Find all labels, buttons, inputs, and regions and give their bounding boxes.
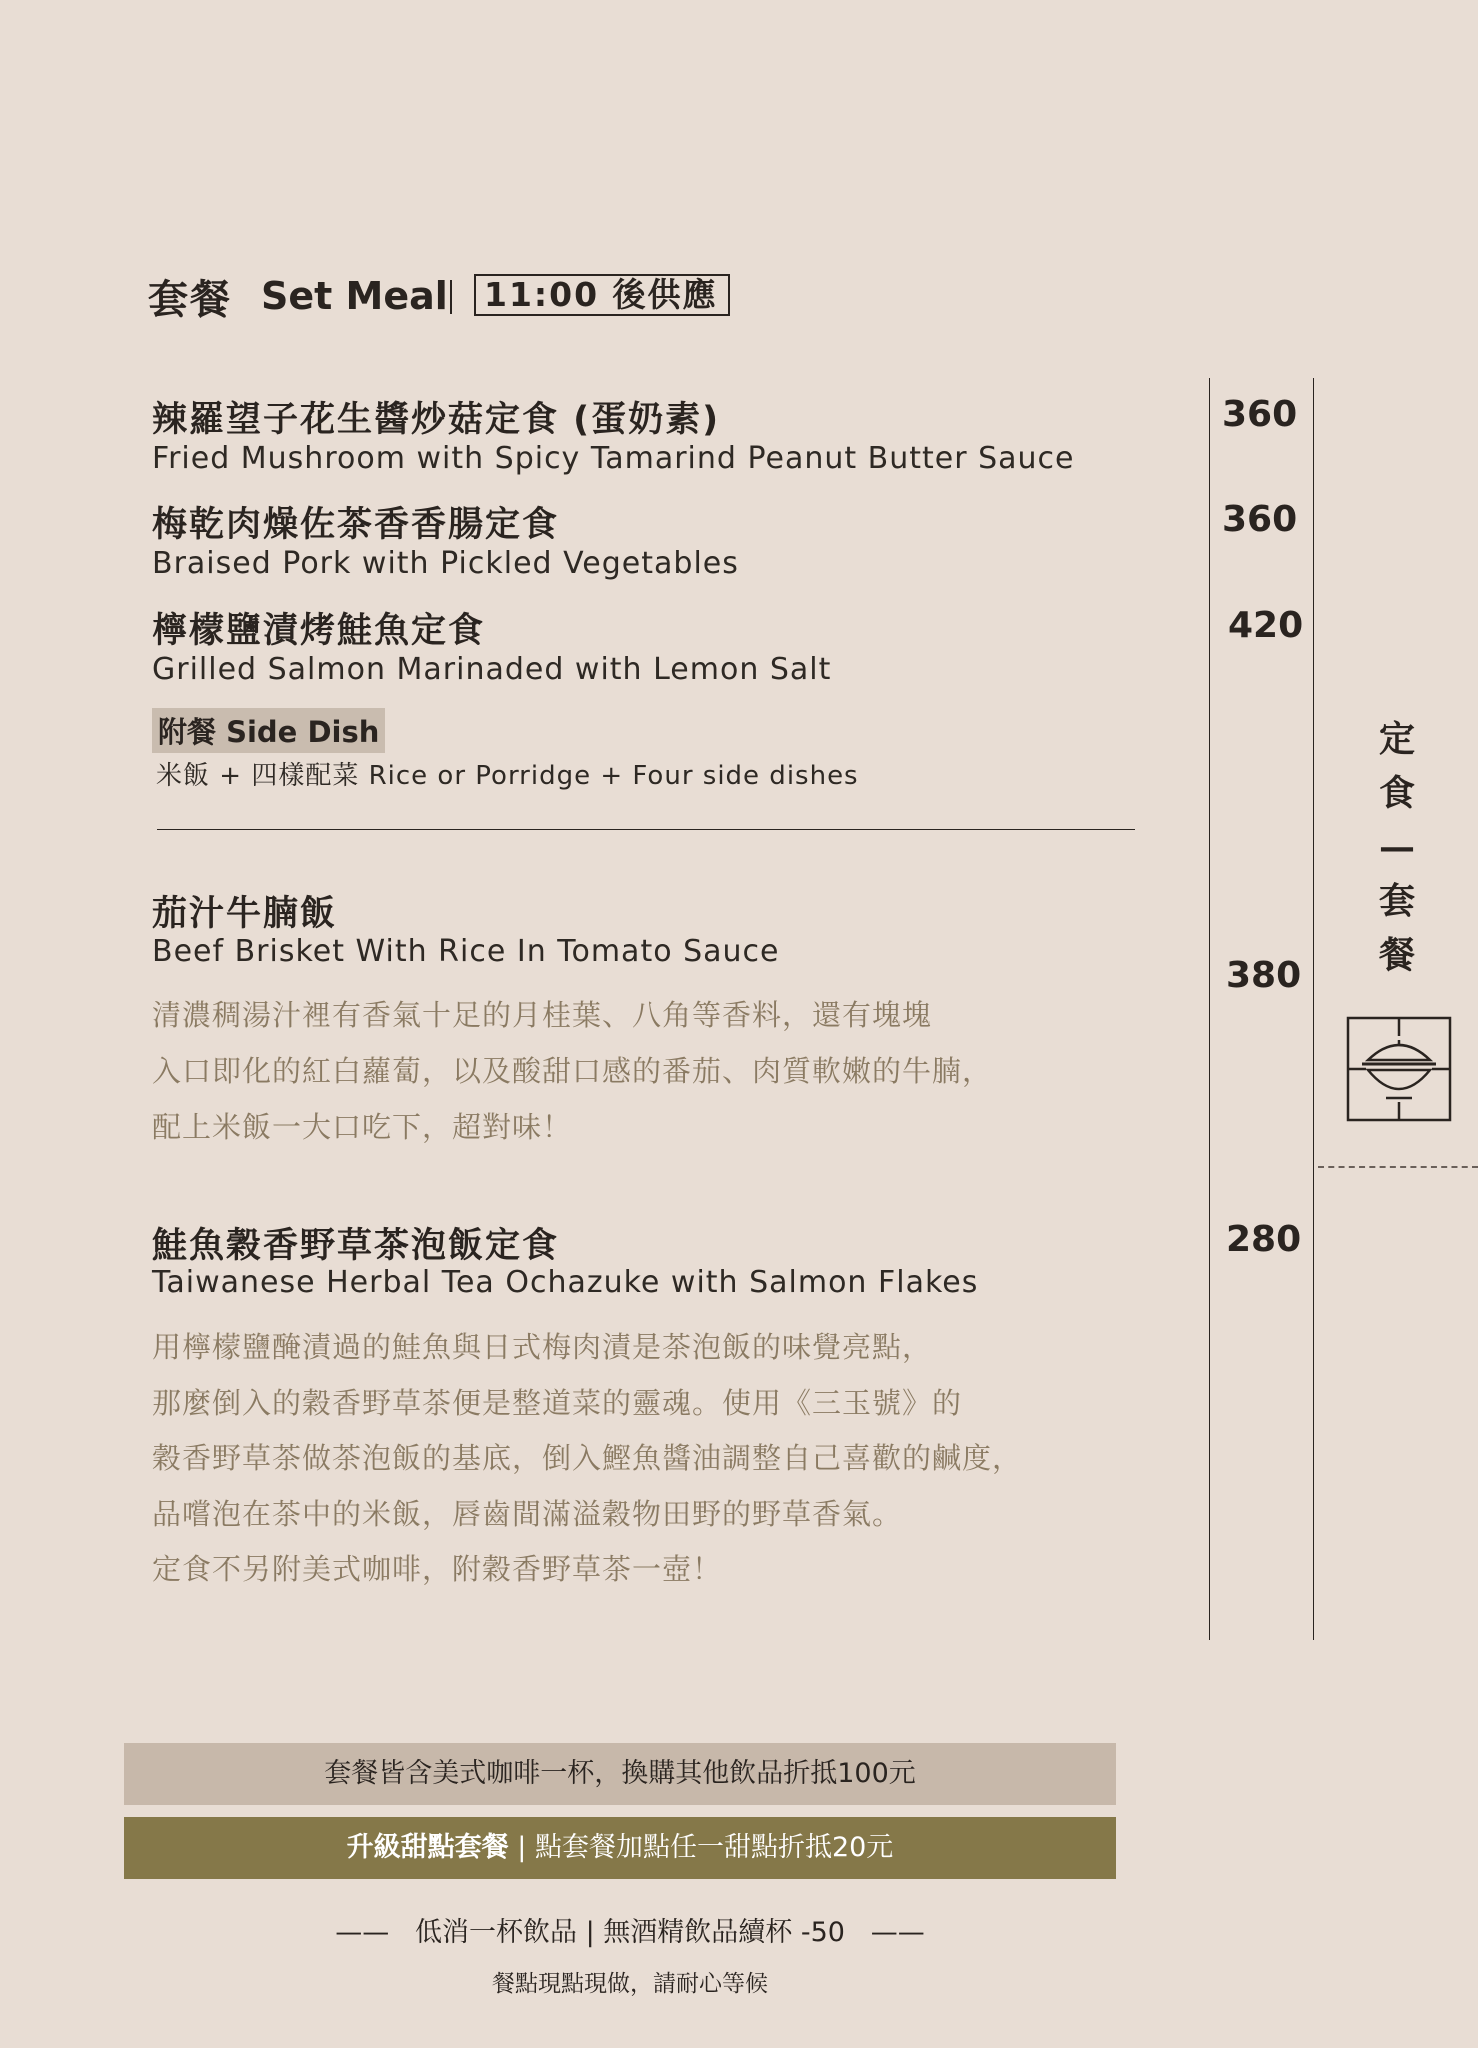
item-desc-line: 配上米飯一大口吃下，超對味！	[152, 1110, 573, 1144]
serving-hours-badge: 11:00 後供應	[474, 274, 730, 316]
side-dish-desc: 米飯 + 四樣配菜 Rice or Porridge + Four side dishes	[156, 761, 859, 791]
item-name-zh: 辣羅望子花生醬炒菇定食 (蛋奶素)	[152, 400, 721, 440]
side-tab-char: 食	[1378, 772, 1415, 814]
item-name-zh: 茄汁牛腩飯	[152, 894, 338, 934]
section-divider	[157, 829, 1135, 830]
side-tab-char: 定	[1378, 718, 1415, 760]
item-desc-line: 用檸檬鹽醃漬過的鮭魚與日式梅肉漬是茶泡飯的味覺亮點，	[152, 1330, 933, 1364]
category-side-tab	[1375, 712, 1419, 982]
refill-text: 無酒精飲品續杯 -50	[603, 1917, 845, 1948]
side-tab-char: —	[1379, 826, 1415, 868]
dessert-upgrade-title: 升級甜點套餐	[346, 1832, 509, 1863]
item-desc-line: 品嚐泡在茶中的米飯，唇齒間滿溢穀物田野的野草香氣。	[152, 1497, 903, 1531]
item-name-zh: 鮭魚穀香野草茶泡飯定食	[152, 1226, 560, 1266]
item-desc-line: 定食不另附美式咖啡，附穀香野草茶一壺！	[152, 1552, 723, 1586]
item-price: 280	[1226, 1219, 1302, 1260]
item-name-en: Beef Brisket With Rice In Tomato Sauce	[152, 934, 780, 969]
price-column-rule-left	[1209, 378, 1210, 1640]
side-tab-char: 套	[1378, 880, 1415, 922]
item-price: 360	[1222, 394, 1298, 435]
item-name-en: Braised Pork with Pickled Vegetables	[152, 546, 739, 581]
rule-right: ——	[853, 1917, 925, 1948]
section-title-en: Set Meal	[261, 274, 448, 318]
policy-separator: |	[585, 1917, 604, 1948]
item-desc-line: 入口即化的紅白蘿蔔，以及酸甜口感的番茄、肉質軟嫩的牛腩，	[152, 1054, 993, 1088]
side-tab-char: 餐	[1378, 934, 1415, 976]
item-desc-line: 穀香野草茶做茶泡飯的基底，倒入鰹魚醬油調整自己喜歡的鹹度，	[152, 1441, 1023, 1475]
item-name-en: Taiwanese Herbal Tea Ochazuke with Salmon Flakes	[152, 1265, 979, 1300]
item-price: 360	[1222, 499, 1298, 540]
rice-bowl-icon	[1346, 1016, 1452, 1122]
drink-policy-line	[0, 1910, 1260, 1949]
item-name-en: Grilled Salmon Marinaded with Lemon Salt	[152, 652, 832, 687]
bar-separator: |	[517, 1832, 535, 1863]
price-column-rule-right	[1313, 378, 1314, 1640]
dessert-upgrade-desc: 點套餐加點任一甜點折抵20元	[534, 1832, 894, 1863]
prep-notice: 餐點現點現做，請耐心等候	[492, 1971, 768, 1997]
coffee-note-bar: 套餐皆含美式咖啡一杯，換購其他飲品折抵100元	[124, 1743, 1116, 1805]
dessert-upgrade-bar	[124, 1817, 1116, 1879]
item-desc-line: 清濃稠湯汁裡有香氣十足的月桂葉、八角等香料，還有塊塊	[152, 998, 933, 1032]
header-divider	[450, 280, 452, 314]
item-price: 420	[1228, 605, 1304, 646]
rule-left: ——	[335, 1917, 407, 1948]
dashed-divider	[1318, 1166, 1478, 1168]
item-name-zh: 檸檬鹽漬烤鮭魚定食	[152, 611, 486, 651]
item-desc-line: 那麼倒入的穀香野草茶便是整道菜的靈魂。使用《三玉號》的	[152, 1386, 963, 1420]
item-name-zh: 梅乾肉燥佐茶香香腸定食	[152, 505, 560, 545]
item-price: 380	[1226, 955, 1302, 996]
side-dish-label: 附餐 Side Dish	[152, 708, 385, 753]
item-name-en: Fried Mushroom with Spicy Tamarind Peanut Butter Sauce	[152, 441, 1075, 476]
min-charge-text: 低消一杯飲品	[415, 1917, 578, 1948]
section-title-zh: 套餐	[148, 276, 232, 323]
